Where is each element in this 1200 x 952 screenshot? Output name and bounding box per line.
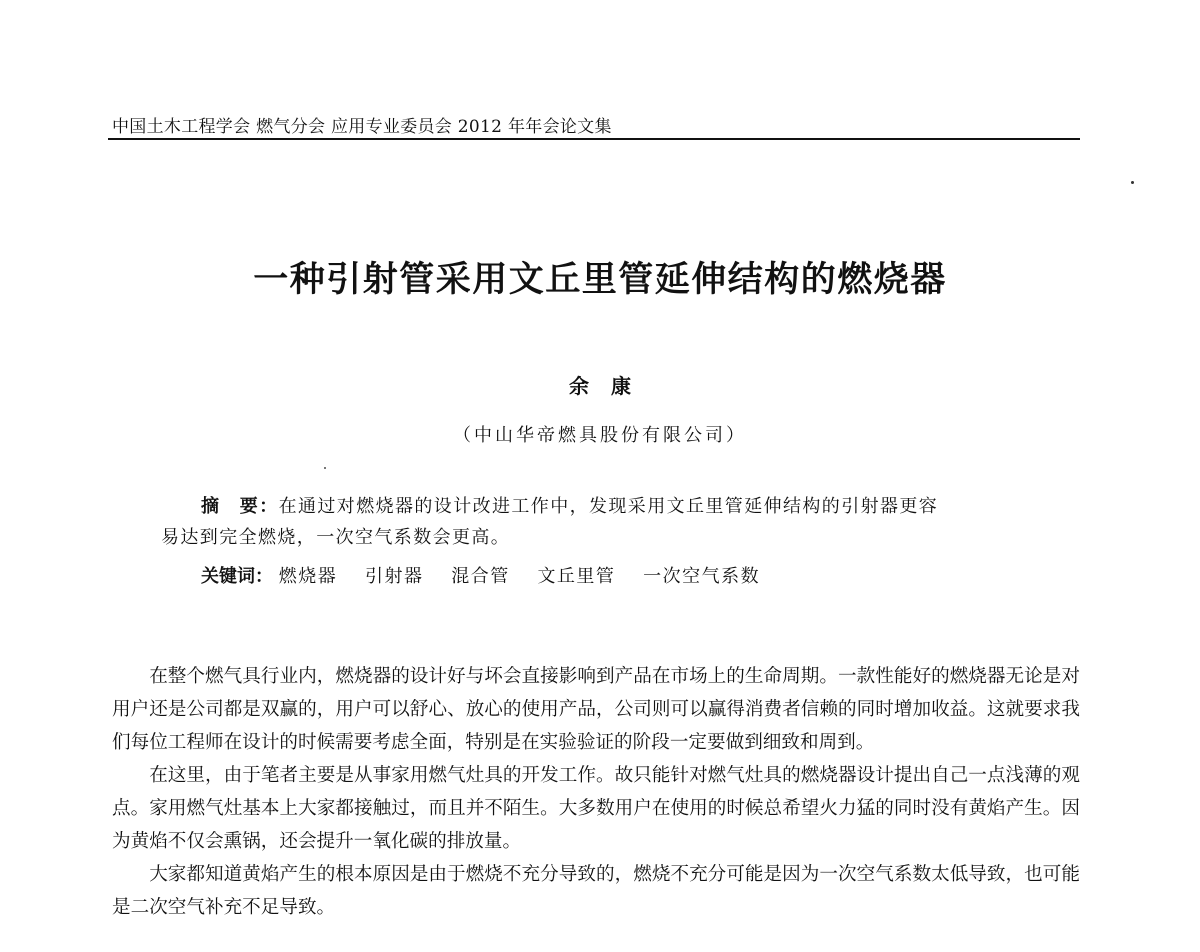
- scan-speck: [1131, 181, 1134, 184]
- author-name: 余康: [569, 374, 653, 398]
- abstract-label: 摘 要：: [201, 496, 279, 517]
- keyword-item: 混合管: [451, 566, 510, 587]
- body-paragraph: 大家都知道黄焰产生的根本原因是由于燃烧不充分导致的，燃烧不充分可能是因为一次空气系数太低导致，也可能是二次空气补充不足导致。: [112, 864, 1080, 918]
- keyword-item: 文丘里管: [537, 566, 616, 587]
- abstract-text-line2: 易达到完全燃烧，一次空气系数会更高。: [161, 527, 511, 548]
- author-affiliation: （中山华帝燃具股份有限公司）: [453, 425, 747, 446]
- abstract-first-line: [201, 492, 938, 518]
- header-rule: [108, 138, 1080, 140]
- body-paragraph: 在这里，由于笔者主要是从事家用燃气灶具的开发工作。故只能针对燃气灶具的燃烧器设计提出自己一点浅薄的观点。家用燃气灶基本上大家都接触过，而且并不陌生。大多数用户在使用的时候总希望火力猛的同时没有黄焰产生。因为黄焰不仅会熏锅，还会提升一氧化碳的排放量。: [112, 765, 1080, 852]
- scan-speck-small: [324, 467, 326, 469]
- body-text: [112, 660, 1080, 924]
- keywords-label: 关键词：: [201, 566, 273, 587]
- keyword-item: 引射器: [364, 566, 424, 587]
- running-header: 中国土木工程学会 燃气分会 应用专业委员会 2012 年年会论文集: [112, 117, 612, 137]
- keyword-item: 一次空气系数: [643, 566, 761, 587]
- body-paragraph: 在整个燃气具行业内，燃烧器的设计好与坏会直接影响到产品在市场上的生命周期。一款性能好的燃烧器无论是对用户还是公司都是双赢的，用户可以舒心、放心的使用产品，公司则可以赢得消费者信赖的同时增加收益。这就要求我们每位工程师在设计的时候需要考虑全面，特别是在实验验证的阶段一定要做到细致和周到。: [112, 666, 1080, 753]
- paper-title: 一种引射管采用文丘里管延伸结构的燃烧器: [253, 260, 947, 300]
- keyword-item: 燃烧器: [278, 566, 338, 587]
- abstract-text-line1: 在通过对燃烧器的设计改进工作中，发现采用文丘里管延伸结构的引射器更容: [278, 496, 939, 517]
- keywords-line: [201, 562, 782, 588]
